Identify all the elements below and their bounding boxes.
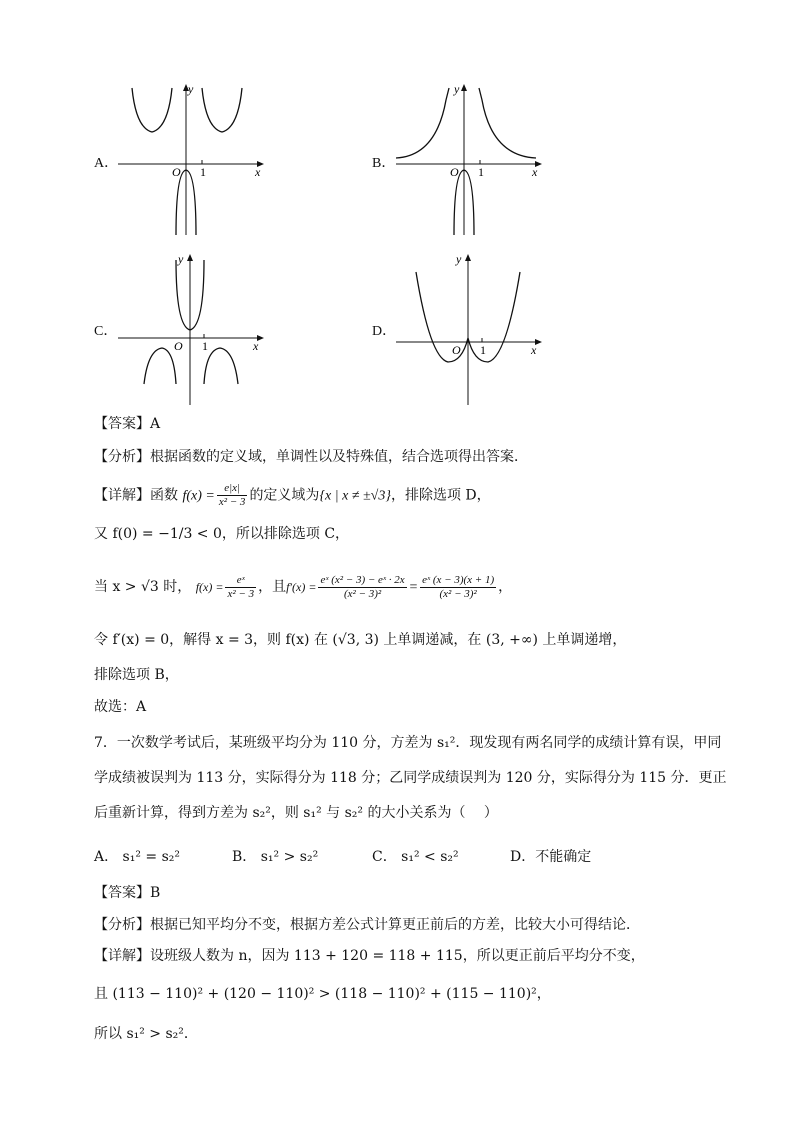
svg-text:1: 1 <box>202 339 208 353</box>
q7-answer: 【答案】B <box>94 885 161 901</box>
origin-label: O <box>172 165 181 179</box>
graph-d <box>396 250 556 405</box>
svg-text:y: y <box>188 82 194 96</box>
option-d-label: D． <box>372 324 397 339</box>
svg-text:1: 1 <box>478 165 484 179</box>
q7-stem-3: 后重新计算，得到方差为 s₂²，则 s₁² 与 s₂² 的大小关系为（ ） <box>94 805 498 821</box>
q6-detail-5: 排除选项 B， <box>94 667 179 683</box>
q7-detail-3: 所以 s₁² > s₂²． <box>94 1026 198 1042</box>
svg-text:O: O <box>452 343 461 357</box>
q6-detail-1: 【详解】函数 f(x) = $\frac{e|x|}{\text{x² − 3}}$ 的定义域为{x | x ≠ ±√3}，排除选项 D， <box>94 482 491 508</box>
q7-detail-1: 【详解】设班级人数为 n，因为 113 + 120 = 118 + 115，所以更正前后平均分不变， <box>94 948 645 964</box>
q7-choice-a: A． s₁² = s₂² <box>94 849 181 865</box>
option-a-label: A． <box>94 156 119 171</box>
curve-right <box>202 88 242 132</box>
svg-text:1: 1 <box>200 165 206 179</box>
svg-text:1: 1 <box>480 343 486 357</box>
graph-a <box>118 80 278 235</box>
curve-left <box>132 88 172 132</box>
option-c-label: C． <box>94 324 118 339</box>
svg-text:x: x <box>532 165 538 179</box>
q7-stem-2: 学成绩被误判为 113 分，实际得分为 118 分；乙同学成绩误判为 120 分，实际得分为 115 分．更正 <box>94 770 727 786</box>
svg-text:y: y <box>456 252 462 266</box>
svg-text:x: x <box>253 339 259 353</box>
svg-text:O: O <box>174 339 183 353</box>
q6-answer: 【答案】A <box>94 416 161 432</box>
svg-text:x: x <box>255 165 261 179</box>
q6-detail-6: 故选：A <box>94 699 147 715</box>
q7-stem-1: 7．一次数学考试后，某班级平均分为 110 分，方差为 s₁²．现发现有两名同学的成绩计算有误，甲同 <box>94 735 722 751</box>
svg-text:x: x <box>531 343 537 357</box>
q7-choice-b: B． s₁² > s₂² <box>232 849 319 865</box>
q6-detail-2: 又 f(0) = −1/3 < 0，所以排除选项 C， <box>94 526 350 542</box>
q7-choice-d: D．不能确定 <box>510 849 592 865</box>
q6-detail-4: 令 f′(x) = 0，解得 x = 3，则 f(x) 在 (√3, 3) 上单调递减，在 (3, +∞) 上单调递增， <box>94 632 627 648</box>
option-b-label: B． <box>372 156 396 171</box>
graph-c <box>118 250 278 405</box>
q6-detail-3: 当 x > √3 时， f(x) = $\frac{\text{eˣ}}{\text{x² − 3}}$ ，且f′(x) = $\frac{\text{eˣ (x² − 3) − eˣ · 2x}}{\text{(x² − 3)²}}$ = $\frac{\text{eˣ (x − 3)(x + 1)}}{\text{(x² − 3)²}}$ ， <box>94 573 513 600</box>
fraction: $\frac{e|x|}{\text{x² − 3}}$ <box>218 482 246 508</box>
q7-detail-2: 且 (113 − 110)² + (120 − 110)² > (118 − 110)² + (115 − 110)²， <box>94 986 551 1002</box>
svg-text:y: y <box>454 82 460 96</box>
svg-text:O: O <box>450 165 459 179</box>
graph-b <box>396 80 556 235</box>
q6-analysis: 【分析】根据函数的定义域，单调性以及特殊值，结合选项得出答案． <box>94 449 528 465</box>
q7-analysis: 【分析】根据已知平均分不变，根据方差公式计算更正前后的方差，比较大小可得结论． <box>94 917 640 933</box>
q7-choice-c: C． s₁² < s₂² <box>372 849 459 865</box>
svg-text:y: y <box>178 252 184 266</box>
